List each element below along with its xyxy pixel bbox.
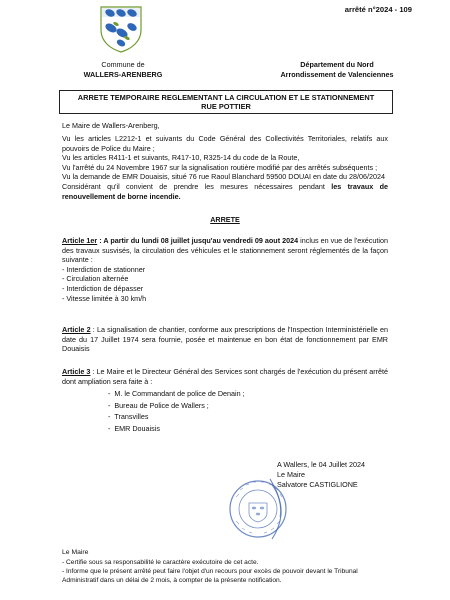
considerations-block	[62, 134, 388, 201]
arrete-heading: ARRETE	[210, 215, 240, 224]
distribution-list	[62, 389, 388, 433]
list-item: - Bureau de Police de Wallers ;	[108, 400, 209, 410]
consideration-line: Vu les articles L2212-1 et suivants du Code Général des Collectivités Territoriales, relatifs aux pouvoirs de Police du Maire ;	[62, 134, 388, 153]
list-item: - Circulation alternée	[62, 274, 129, 284]
list-item: - M. le Commandant de police de Denain ;	[108, 389, 245, 399]
article-3-label: Article 3	[62, 367, 91, 376]
list-item: - Transvilles	[108, 412, 149, 422]
footer-line: - Certifie sous sa responsabilité le caractère exécutoire de cet acte.	[62, 559, 259, 566]
arrondissement-name: Arrondissement de Valenciennes	[280, 70, 394, 79]
commune-name: WALLERS-ARENBERG	[83, 70, 163, 79]
consideration-line: Vu les articles R411-1 et suivants, R417-10, R325-14 du code de la Route,	[62, 153, 300, 163]
signature-place-date: A Wallers, le 04 Juillet 2024	[277, 460, 366, 469]
article-2	[62, 325, 388, 354]
official-seal-stamp	[224, 475, 296, 541]
intro-line: Le Maire de Wallers-Arenberg,	[62, 121, 160, 130]
footer-heading: Le Maire	[62, 549, 89, 556]
consideration-line: Vu la demande de EMR Douaisis, situé 76 rue Raoul Blanchard 59500 DOUAI en date du 28/06/2024	[62, 172, 385, 182]
article-1-text: inclus en vue de l'exécution des travaux susvisés, la circulation des véhicules et le stationnement seront réglementés de la façon suivante :	[62, 236, 388, 265]
list-item: - Vitesse limitée à 30 km/h	[62, 293, 147, 303]
article-2-text: : La signalisation de chantier, conforme aux prescriptions de l'Inspection Interministérielle en date du 17 Juillet 1974 sera fournie, posée et maintenue en bon état de fonctionnement par EMR Douaisis	[62, 325, 388, 354]
considerant-paragraph	[62, 182, 388, 201]
signature-name: Salvatore CASTIGLIONE	[277, 480, 358, 489]
article-3	[62, 367, 388, 434]
document-title: ARRETE TEMPORAIRE REGLEMENTANT LA CIRCULATION ET LE STATIONNEMENT RUE POTTIER	[77, 92, 375, 111]
article-3-text: : Le Maire et le Directeur Général des Services sont chargés de l'exécution du présent arrêté dont ampliation sera faite à :	[62, 367, 388, 386]
list-item: - Interdiction de stationner	[62, 264, 146, 274]
considerant-works: les travaux de renouvellement de borne incendie.	[62, 181, 388, 201]
list-item: - EMR Douaisis	[108, 423, 160, 433]
signature-role: Le Maire	[277, 470, 305, 479]
arrete-number: arrêté n°2024 - 109	[344, 5, 412, 14]
commune-label: Commune de	[101, 60, 145, 69]
list-item: - Interdiction de dépasser	[62, 283, 144, 293]
department-name: Département du Nord	[300, 60, 374, 69]
consideration-line: Vu l'arrêté du 24 Novembre 1967 sur la signalisation routière modifié par des arrêtés subséquents ;	[62, 162, 378, 172]
article-1	[62, 236, 388, 303]
footer-line: - Informe que le présent arrêté peut faire l'objet d'un recours pour excès de pouvoir devant le Tribunal Administratif dans un délai de 2 mois, à compter de la présente notification.	[62, 568, 358, 584]
article-2-label: Article 2	[62, 325, 91, 334]
document-title-box	[59, 90, 393, 114]
footer-notes	[62, 558, 394, 585]
article-1-dates: : A partir du lundi 08 juillet jusqu'au vendredi 09 aout 2024	[97, 236, 299, 245]
article-1-label: Article 1er	[62, 236, 98, 245]
commune-crest-logo	[98, 4, 144, 54]
considerant-text: Considérant qu'il convient de prendre les mesures nécessaires pendant	[62, 181, 332, 191]
